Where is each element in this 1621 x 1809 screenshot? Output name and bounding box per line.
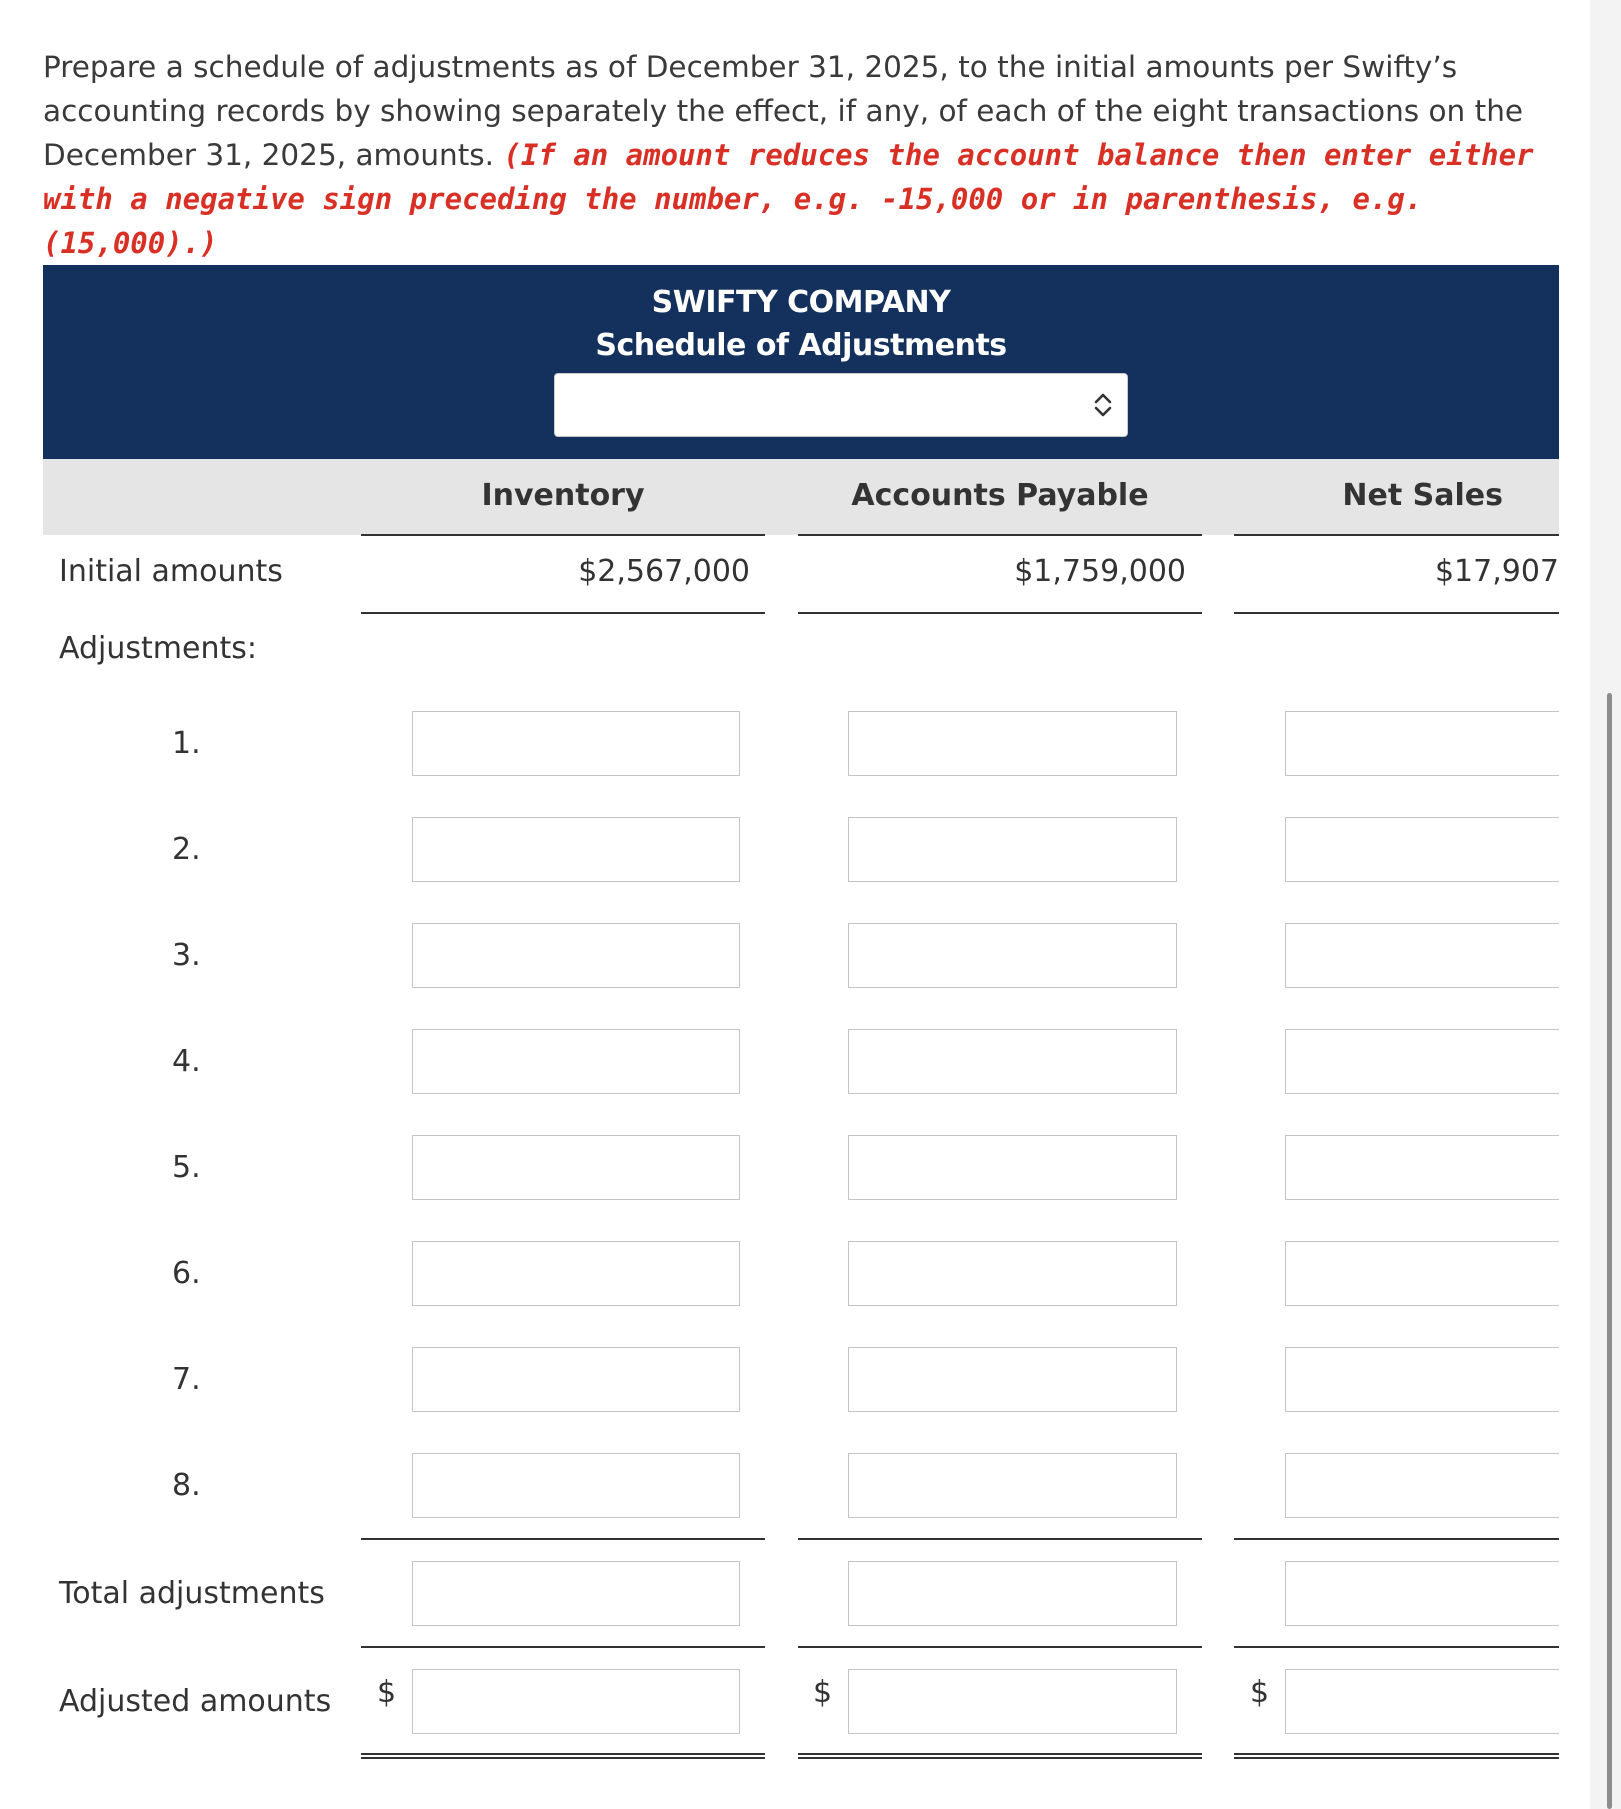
adjustment-5-net-sales-input[interactable]: [1285, 1135, 1559, 1200]
adjustment-7-net-sales-input[interactable]: [1285, 1347, 1559, 1412]
initial-accounts-payable-amount: $1,759,000: [1014, 554, 1186, 589]
adjusted-accounts-payable-input[interactable]: [848, 1669, 1177, 1734]
row-underline: [798, 1646, 1202, 1648]
header-underline: [1234, 534, 1559, 536]
adjustment-number-1: 1.: [172, 726, 201, 761]
adjusted-net-sales-input[interactable]: [1285, 1669, 1559, 1734]
row-underline: [1234, 1538, 1559, 1540]
adjustment-number-6: 6.: [172, 1256, 201, 1291]
adjustment-6-accounts-payable-input[interactable]: [848, 1241, 1177, 1306]
date-select[interactable]: [554, 373, 1128, 437]
up-down-chevron-icon: [1093, 392, 1113, 418]
double-underline: [361, 1753, 765, 1759]
total-adjustments-label: Total adjustments: [59, 1576, 325, 1611]
adjustment-2-net-sales-input[interactable]: [1285, 817, 1559, 882]
schedule-title: Schedule of Adjustments: [595, 328, 1007, 363]
adjusted-amounts-label: Adjusted amounts: [59, 1684, 332, 1719]
column-header-net-sales: Net Sales: [1342, 478, 1503, 513]
adjustment-3-net-sales-input[interactable]: [1285, 923, 1559, 988]
adjustment-number-5: 5.: [172, 1150, 201, 1185]
adjustment-4-net-sales-input[interactable]: [1285, 1029, 1559, 1094]
total-net-sales-input[interactable]: [1285, 1561, 1559, 1626]
adjustment-5-inventory-input[interactable]: [412, 1135, 740, 1200]
row-underline: [798, 612, 1202, 614]
adjustment-4-inventory-input[interactable]: [412, 1029, 740, 1094]
row-underline: [361, 1646, 765, 1648]
header-underline: [361, 534, 765, 536]
row-underline: [1234, 1646, 1559, 1648]
adjustment-number-3: 3.: [172, 938, 201, 973]
adjustment-number-7: 7.: [172, 1362, 201, 1397]
adjustment-3-inventory-input[interactable]: [412, 923, 740, 988]
adjustment-number-2: 2.: [172, 832, 201, 867]
adjustment-8-net-sales-input[interactable]: [1285, 1453, 1559, 1518]
instructions-note: (If an amount reduces the account balance then enter either with a negative sign preceding the number, e.g. -15,000 or in parenthesis, e.g. (15,000).): [43, 138, 1534, 260]
adjustment-7-accounts-payable-input[interactable]: [848, 1347, 1177, 1412]
adjusted-inventory-input[interactable]: [412, 1669, 740, 1734]
initial-amounts-label: Initial amounts: [59, 554, 283, 589]
instructions-text: Prepare a schedule of adjustments as of December 31, 2025, to the initial amounts per Swifty’s accounting records by showing separately the effect, if any, of each of the eight transactions on the December 31, 2025, amounts.: [43, 50, 1524, 172]
adjustment-3-accounts-payable-input[interactable]: [848, 923, 1177, 988]
dollar-sign: $: [813, 1675, 833, 1710]
adjustments-label: Adjustments:: [59, 631, 257, 666]
adjustment-number-8: 8.: [172, 1468, 201, 1503]
dollar-sign: $: [1250, 1675, 1270, 1710]
double-underline: [1234, 1753, 1559, 1759]
schedule-header: [43, 265, 1559, 459]
dollar-sign: $: [377, 1675, 397, 1710]
double-underline: [798, 1753, 1202, 1759]
adjustment-1-net-sales-input[interactable]: [1285, 711, 1559, 776]
column-header-accounts-payable: Accounts Payable: [851, 478, 1149, 513]
adjustment-2-accounts-payable-input[interactable]: [848, 817, 1177, 882]
vertical-scrollbar[interactable]: [1607, 693, 1612, 1809]
adjustment-1-accounts-payable-input[interactable]: [848, 711, 1177, 776]
total-inventory-input[interactable]: [412, 1561, 740, 1626]
page-gutter: [1590, 0, 1621, 1809]
adjustment-2-inventory-input[interactable]: [412, 817, 740, 882]
row-underline: [1234, 612, 1559, 614]
adjustment-6-inventory-input[interactable]: [412, 1241, 740, 1306]
adjustment-4-accounts-payable-input[interactable]: [848, 1029, 1177, 1094]
column-header-inventory: Inventory: [481, 478, 645, 513]
adjustment-8-accounts-payable-input[interactable]: [848, 1453, 1177, 1518]
row-underline: [361, 1538, 765, 1540]
adjustment-1-inventory-input[interactable]: [412, 711, 740, 776]
initial-inventory-amount: $2,567,000: [578, 554, 750, 589]
initial-net-sales-amount: $17,907: [1434, 554, 1559, 589]
adjustment-8-inventory-input[interactable]: [412, 1453, 740, 1518]
adjustment-7-inventory-input[interactable]: [412, 1347, 740, 1412]
row-underline: [361, 612, 765, 614]
header-underline: [798, 534, 1202, 536]
adjustment-5-accounts-payable-input[interactable]: [848, 1135, 1177, 1200]
company-name: SWIFTY COMPANY: [651, 285, 951, 320]
instructions: [43, 45, 1553, 265]
adjustment-6-net-sales-input[interactable]: [1285, 1241, 1559, 1306]
total-accounts-payable-input[interactable]: [848, 1561, 1177, 1626]
row-underline: [798, 1538, 1202, 1540]
adjustment-number-4: 4.: [172, 1044, 201, 1079]
